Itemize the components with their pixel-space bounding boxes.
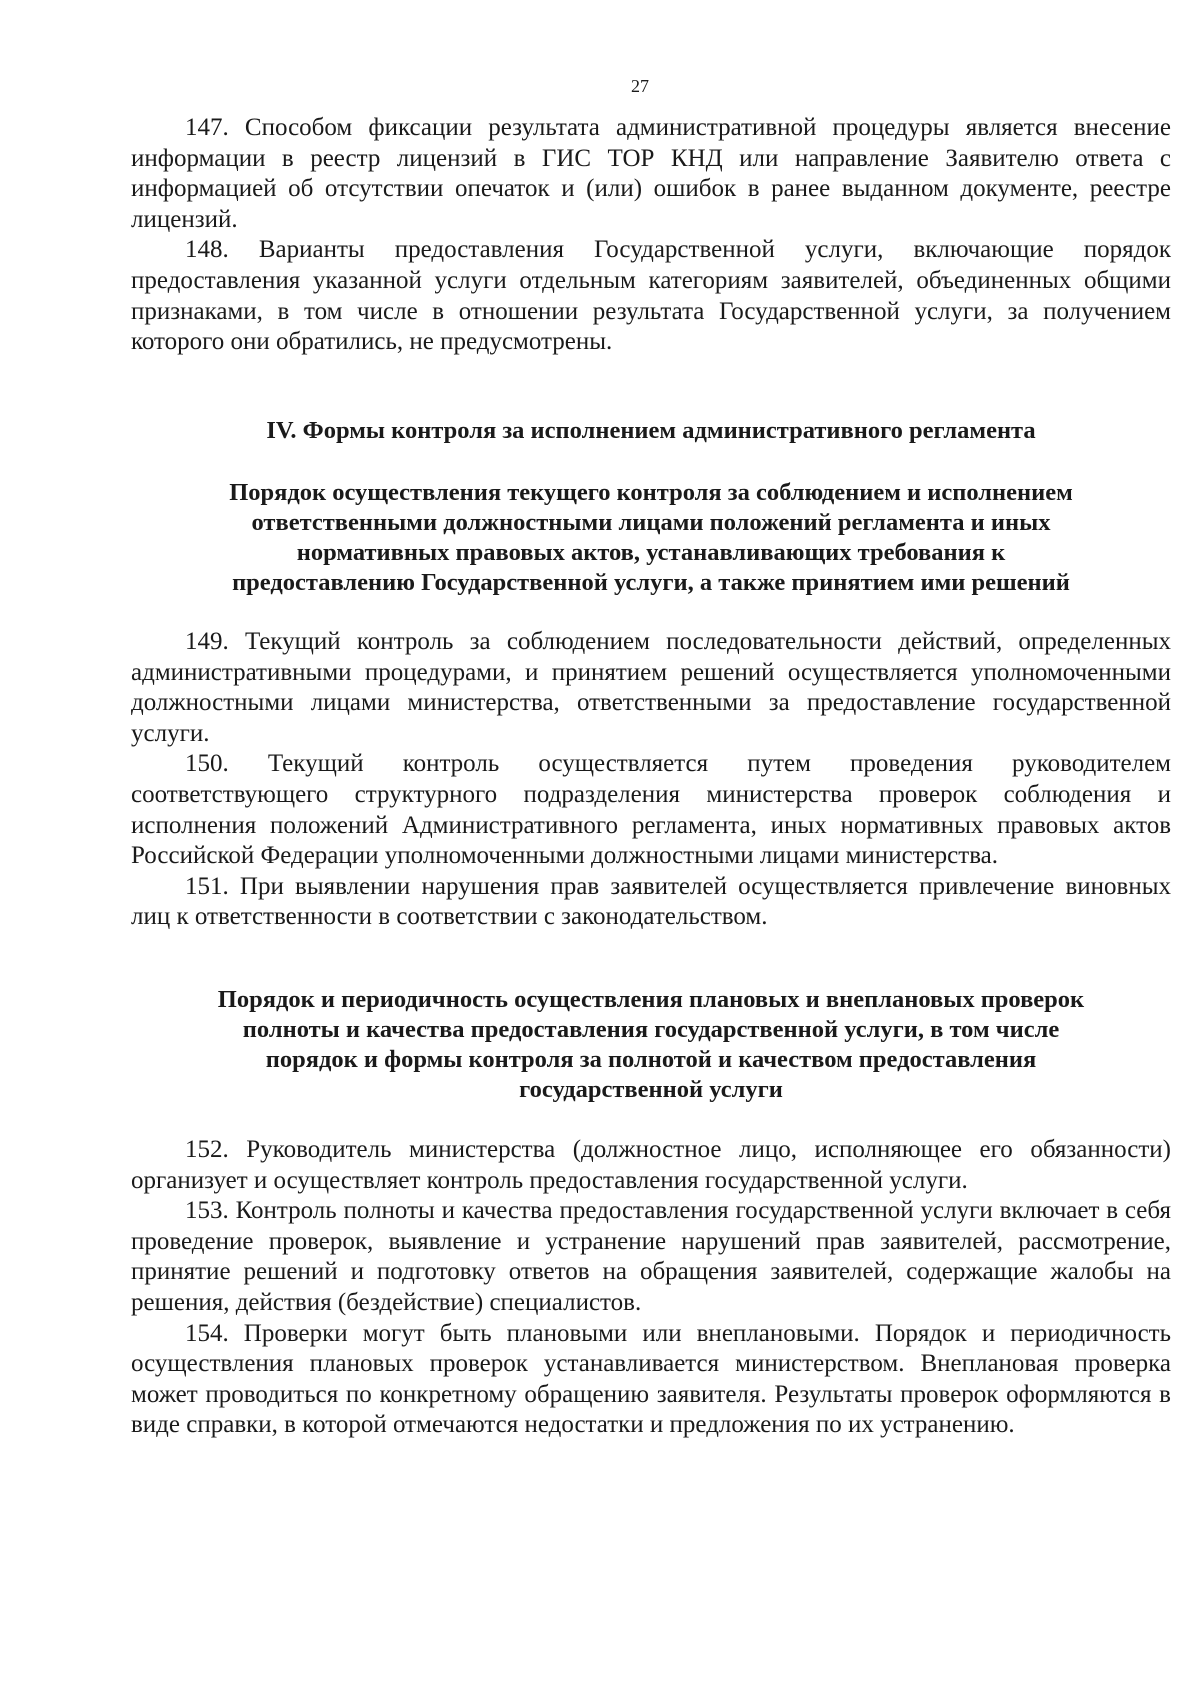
- paragraph-147: 147. Способом фиксации результата административной процедуры является внесение информации в реестр лицензий в ГИС ТОР КНД или направление Заявителю ответа с информацией об отсутствии опечаток и (или) ошибок в ранее выданном документе, реестре лицензий.: [131, 114, 1171, 233]
- section-title: [131, 416, 1171, 446]
- subheading-current-control: [131, 478, 1171, 598]
- paragraph-151: 151. При выявлении нарушения прав заявителей осуществляется привлечение виновных лиц к ответственности в соответствии с законодательством.: [131, 872, 1171, 931]
- paragraph-150: 150. Текущий контроль осуществляется путем проведения руководителем соответствующего структурного подразделения министерства проверок соблюдения и исполнения положений Административного регламента, иных нормативных правовых актов Российской Федерации уполномоченными должностными лицами министерства.: [131, 750, 1171, 870]
- paragraph-154: 154. Проверки могут быть плановыми или внеплановыми. Порядок и периодичность осуществления плановых проверок устанавливается министерством. Внеплановая проверка может проводиться по конкретному обращению заявителя. Результаты проверок оформляются в виде справки, в которой отмечаются недостатки и предложения по их устранению.: [131, 1319, 1171, 1439]
- paragraph-148: 148. Варианты предоставления Государственной услуги, включающие порядок предоставления указанной услуги отдельным категориям заявителей, объединенных общими признаками, в том числе в отношении результата Государственной услуги, за получением которого они обратились, не предусмотрены.: [131, 236, 1171, 356]
- subheading-inspections: [131, 985, 1171, 1105]
- subheading-line: полноты и качества предоставления государственной услуги, в том числе: [242, 1016, 1060, 1043]
- subheading-line: нормативных правовых актов, устанавливающих требования к: [296, 539, 1006, 566]
- section-title-text: IV. Формы контроля за исполнением административного регламента: [266, 417, 1036, 444]
- subheading-line: ответственными должностными лицами положений регламента и иных: [251, 509, 1051, 536]
- subheading-line: Порядок и периодичность осуществления плановых и внеплановых проверок: [217, 986, 1085, 1013]
- paragraph-149: 149. Текущий контроль за соблюдением последовательности действий, определенных административными процедурами, и принятием решений осуществляется уполномоченными должностными лицами министерства, ответственными за предоставление государственной услуги.: [131, 628, 1171, 747]
- paragraphs-147-148: [131, 113, 1171, 358]
- subheading-line: порядок и формы контроля за полнотой и качеством предоставления: [265, 1046, 1037, 1073]
- subheading-line: государственной услуги: [519, 1076, 783, 1103]
- paragraph-153: 153. Контроль полноты и качества предоставления государственной услуги включает в себя проведение проверок, выявление и устранение нарушений прав заявителей, рассмотрение, принятие решений и подготовку ответов на обращения заявителей, содержащие жалобы на решения, действия (бездействие) специалистов.: [131, 1197, 1171, 1316]
- subheading-line: Порядок осуществления текущего контроля за соблюдением и исполнением: [229, 479, 1073, 506]
- page-number: 27: [631, 76, 649, 96]
- paragraph-152: 152. Руководитель министерства (должностное лицо, исполняющее его обязанности) организует и осуществляет контроль предоставления государственной услуги.: [131, 1136, 1171, 1194]
- paragraphs-152-154: [131, 1135, 1171, 1441]
- paragraphs-149-151: [131, 627, 1171, 933]
- subheading-line: предоставлению Государственной услуги, а также принятием ими решений: [232, 569, 1070, 596]
